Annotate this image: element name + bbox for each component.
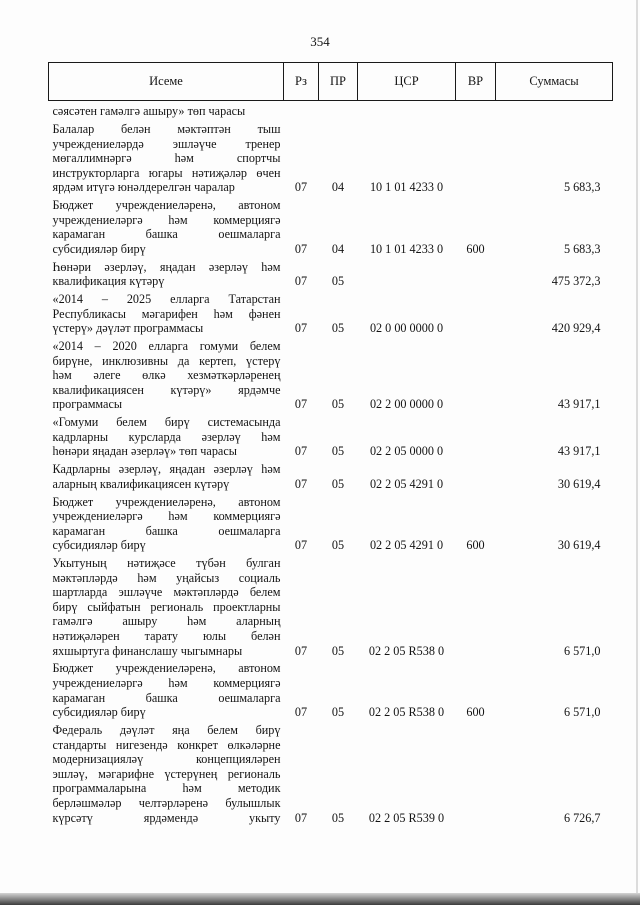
name-line: Бюджет учреждениеләренә, автоном: [52, 198, 281, 213]
pr-cell: 05: [331, 643, 345, 658]
sum-cell: 30 619,4: [557, 538, 601, 553]
rz-cell: 07: [294, 643, 308, 658]
name-cell: [49, 119, 284, 195]
table-row: [49, 491, 613, 553]
rz-cell: 07: [294, 476, 308, 491]
name-line: ярдәм итүгә юнәлдерелгән чаралар: [52, 180, 235, 195]
vr-cell: [456, 720, 496, 825]
name-line: бирү сыйфатын региональ проектларны: [52, 599, 281, 614]
rz-cell: 07: [294, 538, 308, 553]
header-rz: Рз: [284, 63, 319, 101]
name-line: учреждениеләргә һәм коммерциягә: [52, 212, 281, 227]
rz-cell: 07: [294, 810, 308, 825]
name-line: мәктәпләрдә һәм уңайсыз социаль: [52, 570, 281, 585]
table-row: [49, 412, 613, 459]
name-line: субсидияләр бирү: [52, 705, 146, 720]
sum-cell: 5 683,3: [563, 241, 601, 256]
name-line: квалификациясен күтәрү» ярдәмче: [52, 382, 281, 397]
csr-cell: 02 2 05 R539 0: [368, 810, 445, 825]
pr-cell: 05: [331, 810, 345, 825]
pr-cell: 05: [331, 397, 345, 412]
table-row: [49, 195, 613, 257]
scan-edge-right: [636, 0, 638, 893]
name-line: Бюджет учреждениеләренә, автоном: [52, 661, 281, 676]
csr-cell: 10 1 01 4233 0: [369, 180, 444, 195]
name-line: инструкторларга югары нәтиҗәләр өчен: [52, 165, 281, 180]
table-header: [49, 63, 613, 101]
name-line: учреждениеләрдә эшләүче тренер: [52, 136, 281, 151]
name-line: Бюджет учреждениеләренә, автоном: [52, 494, 281, 509]
csr-cell: 02 0 00 0000 0: [369, 321, 444, 336]
name-line: «Гомуми белем бирү системасында: [52, 415, 281, 430]
sum-cell: 6 571,0: [563, 643, 601, 658]
pr-cell: 05: [331, 476, 345, 491]
header-pr: ПР: [319, 63, 358, 101]
vr-cell: [456, 289, 496, 336]
pr-cell: 05: [331, 538, 345, 553]
rz-cell: 07: [294, 241, 308, 256]
name-line: бирүне, инклюзивны да кертеп, үстерү: [52, 353, 281, 368]
name-line: учреждениеләргә һәм коммерциягә: [52, 676, 281, 691]
name-line: карамаган башка оешмаларга: [52, 690, 281, 705]
csr-cell: 02 2 00 0000 0: [369, 397, 444, 412]
table-body: [49, 101, 613, 826]
table-row: [49, 257, 613, 289]
name-line: «2014 – 2025 елларга Татарстан: [52, 292, 281, 307]
name-line: карамаган башка оешмаларга: [52, 523, 281, 538]
name-line: күрсәтү ярдәмендә укыту: [52, 810, 281, 825]
name-line: эшләү, мәгарифне үстерүнең региональ: [52, 766, 281, 781]
page-number: 354: [310, 34, 330, 49]
name-cell: [49, 101, 284, 119]
rz-cell: 07: [294, 397, 308, 412]
pr-cell: 05: [331, 321, 345, 336]
vr-cell: [456, 257, 496, 289]
name-cell: [49, 553, 284, 658]
header-sum: Суммасы: [496, 63, 613, 101]
name-line: гамәлгә ашыру һәм аларның: [52, 614, 281, 629]
table-row: [49, 119, 613, 195]
header-name: Исеме: [49, 63, 284, 101]
sum-cell: 475 372,3: [551, 274, 601, 289]
name-cell: [49, 336, 284, 412]
name-line: карамаган башка оешмаларга: [52, 227, 281, 242]
name-line: модернизацияләү концепцияләрен: [52, 752, 281, 767]
scan-edge-bottom: [0, 893, 640, 905]
csr-cell: 02 2 05 4291 0: [369, 538, 444, 553]
name-line: стандарты нигезендә конкрет өлкәләрне: [52, 737, 281, 752]
vr-cell: [456, 101, 496, 119]
name-line: һәм әлеге өлкә хезмәткәрләренең: [52, 368, 281, 383]
rz-cell: 07: [294, 705, 308, 720]
csr-cell: [358, 257, 456, 289]
sum-cell: 5 683,3: [563, 180, 601, 195]
name-line: Кадрларны әзерләү, яңадан әзерләү һәм: [52, 462, 281, 477]
sum-cell: 30 619,4: [557, 476, 601, 491]
name-line: квалификация күтәрү: [52, 274, 165, 289]
table-row: [49, 336, 613, 412]
rz-cell: 07: [294, 274, 308, 289]
name-line: Республикасы мәгарифен һәм фәнен: [52, 306, 281, 321]
table-row: [49, 459, 613, 491]
csr-cell: 02 2 05 0000 0: [369, 444, 444, 459]
name-cell: [49, 459, 284, 491]
name-line: учреждениеләргә һәм коммерциягә: [52, 509, 281, 524]
sum-cell: [496, 101, 613, 119]
name-line: субсидияләр бирү: [52, 538, 146, 553]
name-cell: [49, 257, 284, 289]
name-line: Укытуның нәтиҗәсе түбән булган: [52, 556, 281, 571]
vr-cell: [456, 459, 496, 491]
rz-cell: 07: [294, 180, 308, 195]
pr-cell: [319, 101, 358, 119]
vr-cell: [456, 553, 496, 658]
name-cell: [49, 195, 284, 257]
table-row: [49, 720, 613, 825]
name-line: программаларына һәм методик: [52, 781, 281, 796]
csr-cell: 10 1 01 4233 0: [369, 241, 444, 256]
name-cell: [49, 289, 284, 336]
name-line: «2014 – 2020 елларга гомуми белем: [52, 339, 281, 354]
name-cell: [49, 658, 284, 720]
rz-cell: 07: [294, 444, 308, 459]
csr-cell: 02 2 05 4291 0: [369, 476, 444, 491]
name-line: һөнәри яңадан әзерләү» төп чарасы: [52, 444, 237, 459]
vr-cell: 600: [466, 705, 485, 720]
name-line: Һөнәри әзерләү, яңадан әзерләү һәм: [52, 259, 281, 274]
vr-cell: [456, 336, 496, 412]
name-line: берләшмәләр челтәрләренә булышлык: [52, 795, 281, 810]
pr-cell: 04: [331, 180, 345, 195]
header-csr: ЦСР: [358, 63, 456, 101]
name-line: нәтиҗәләрен тарату юлы белән: [52, 629, 281, 644]
sum-cell: 6 726,7: [563, 810, 601, 825]
sum-cell: 43 917,1: [557, 397, 601, 412]
table-row: [49, 658, 613, 720]
name-cell: [49, 720, 284, 825]
vr-cell: [456, 119, 496, 195]
sum-cell: 420 929,4: [551, 321, 601, 336]
sum-cell: 6 571,0: [563, 705, 601, 720]
sum-cell: 43 917,1: [557, 444, 601, 459]
pr-cell: 05: [331, 444, 345, 459]
name-line: шартларда эшләүче мәктәпләрдә белем: [52, 585, 281, 600]
name-line: Федераль дәүләт яңа белем бирү: [52, 723, 281, 737]
table-row: [49, 101, 613, 119]
name-cell: [49, 412, 284, 459]
table-row: [49, 289, 613, 336]
csr-cell: 02 2 05 R538 0: [368, 705, 445, 720]
csr-cell: [358, 101, 456, 119]
pr-cell: 05: [331, 705, 345, 720]
pr-cell: 05: [331, 274, 345, 289]
rz-cell: [284, 101, 319, 119]
vr-cell: 600: [466, 538, 485, 553]
header-row: [49, 63, 613, 101]
name-cell: [49, 491, 284, 553]
name-line: аларның квалификациясен күтәрү: [52, 476, 230, 491]
name-line: субсидияләр бирү: [52, 241, 146, 256]
name-line: үстерү» дәүләт программасы: [52, 321, 204, 336]
name-line: сәясәтен гамәлгә ашыру» төп чарасы: [52, 104, 246, 119]
budget-table: [48, 62, 613, 825]
vr-cell: 600: [466, 241, 485, 256]
name-line: кадрларны курсларда әзерләү һәм: [52, 429, 281, 444]
name-line: мөгаллимнәргә һәм спортчы: [52, 151, 281, 166]
vr-cell: [456, 412, 496, 459]
name-line: Балалар белән мәктәптән тыш: [52, 121, 281, 136]
rz-cell: 07: [294, 321, 308, 336]
pr-cell: 04: [331, 241, 345, 256]
header-vr: ВР: [456, 63, 496, 101]
name-line: яхшыртуга финанслашу чыгымнары: [52, 643, 243, 658]
csr-cell: 02 2 05 R538 0: [368, 643, 445, 658]
table-row: [49, 553, 613, 658]
name-line: программасы: [52, 397, 123, 412]
